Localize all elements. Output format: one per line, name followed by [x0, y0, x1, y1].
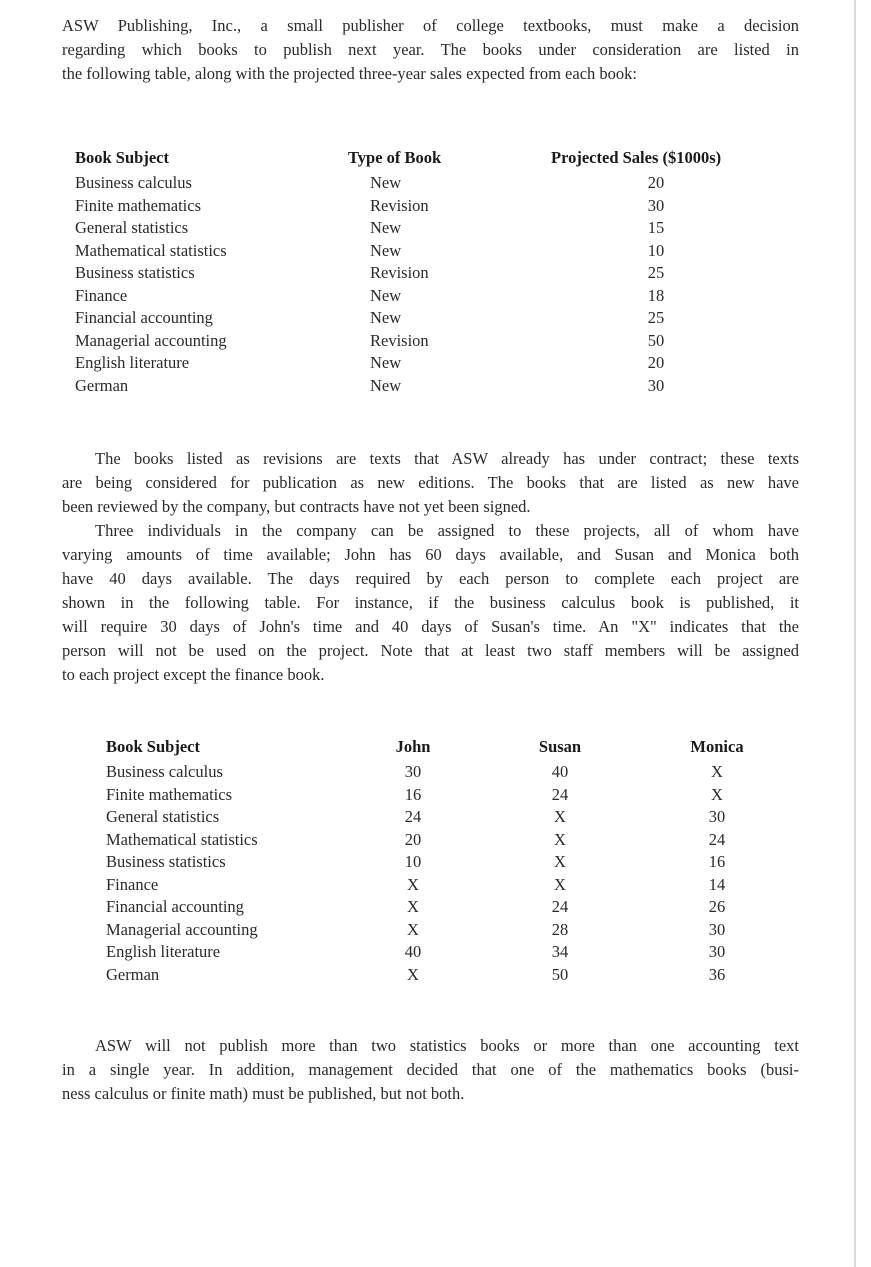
- table-cell: New: [370, 173, 402, 192]
- column-header: John: [395, 737, 431, 756]
- table-cell: 50: [647, 330, 665, 350]
- table-cell: 10: [404, 852, 422, 871]
- table-cell: German: [75, 375, 129, 395]
- table-row: [106, 761, 786, 784]
- text-line: been reviewed by the company, but contracts have not yet been signed.: [62, 497, 531, 516]
- table-row: [75, 352, 795, 375]
- table-cell: 36: [708, 964, 726, 984]
- table-cell: 30: [404, 762, 422, 781]
- text-line: have 40 days available. The days required by each person to complete each project are: [62, 569, 799, 588]
- table-row: [106, 874, 786, 897]
- table-cell: X: [554, 874, 566, 894]
- table-cell: 24: [708, 829, 726, 849]
- text-line: person will not be used on the project. Note that at least two staff members will be assigned: [62, 641, 799, 660]
- text-line: The books listed as revisions are texts that ASW already has under contract; these texts: [95, 449, 799, 468]
- table-cell: New: [370, 353, 402, 372]
- table-row: [106, 806, 786, 829]
- table-row: [75, 307, 795, 330]
- table-cell: X: [711, 784, 723, 804]
- table-row: [75, 172, 795, 195]
- text-line: will require 30 days of John's time and 40 days of Susan's time. An "X" indicates that the: [62, 617, 799, 636]
- table-cell: Business statistics: [106, 852, 226, 871]
- text-line: ASW will not publish more than two statistics books or more than one accounting text: [95, 1036, 799, 1055]
- table-row: [75, 217, 795, 240]
- table-cell: Managerial accounting: [75, 330, 227, 350]
- table-cell: Business statistics: [75, 263, 195, 282]
- text-line: in a single year. In addition, management decided that one of the mathematics books (busi-: [62, 1060, 799, 1079]
- text-line: regarding which books to publish next year. The books under consideration are listed in: [62, 40, 799, 59]
- table-cell: Finance: [75, 285, 128, 305]
- table-cell: X: [554, 807, 566, 826]
- table-cell: 28: [551, 919, 569, 939]
- table-cell: 20: [647, 353, 665, 372]
- table-cell: English literature: [106, 942, 221, 961]
- page-edge-divider: [854, 0, 856, 1267]
- table-row: [106, 919, 786, 942]
- table-cell: New: [370, 375, 402, 395]
- table-cell: New: [370, 218, 402, 237]
- table-cell: Mathematical statistics: [75, 240, 227, 260]
- column-header: Projected Sales ($1000s): [551, 148, 722, 167]
- table-cell: Financial accounting: [106, 897, 244, 916]
- table-row: [106, 896, 786, 919]
- staff-assignment-paragraph: [62, 447, 799, 687]
- table-cell: 30: [647, 375, 665, 395]
- projected-sales-table: [75, 144, 795, 397]
- text-line: Three individuals in the company can be assigned to these projects, all of whom have: [95, 521, 799, 540]
- table-cell: 15: [647, 218, 665, 237]
- table-cell: 40: [551, 762, 569, 781]
- table-cell: 24: [551, 897, 569, 916]
- table-cell: X: [407, 874, 419, 894]
- table-cell: 18: [647, 285, 665, 305]
- text-line: varying amounts of time available; John has 60 days available, and Susan and Monica both: [62, 545, 799, 564]
- table-cell: 30: [708, 807, 726, 826]
- table-cell: 10: [647, 240, 665, 260]
- table-cell: Revision: [370, 195, 429, 215]
- text-line: ness calculus or finite math) must be published, but not both.: [62, 1084, 465, 1103]
- text-line: shown in the following table. For instance, if the business calculus book is published, it: [62, 593, 799, 612]
- table-cell: German: [106, 964, 160, 984]
- table-row: [106, 784, 786, 807]
- table-cell: 16: [708, 852, 726, 871]
- table-row: [106, 964, 786, 987]
- table-row: [106, 829, 786, 852]
- table-cell: General statistics: [75, 218, 189, 237]
- text-line: are being considered for publication as new editions. The books that are listed as new have: [62, 473, 799, 492]
- table-cell: English literature: [75, 353, 190, 372]
- table-cell: 14: [708, 874, 726, 894]
- table-row: [75, 330, 795, 353]
- days-required-table: [106, 733, 786, 986]
- table-row: [75, 262, 795, 285]
- column-header: Monica: [690, 737, 744, 756]
- table-cell: 20: [647, 173, 665, 192]
- table-header: [106, 733, 786, 761]
- table-cell: 24: [404, 807, 422, 826]
- text-line: ASW Publishing, Inc., a small publisher of college textbooks, must make a decision: [62, 16, 799, 35]
- table-cell: 26: [708, 897, 726, 916]
- constraints-paragraph: [62, 1034, 799, 1106]
- table-cell: 25: [647, 308, 665, 327]
- table-cell: New: [370, 240, 402, 260]
- table-cell: Revision: [370, 263, 429, 282]
- table-cell: X: [407, 897, 419, 916]
- table-cell: 24: [551, 784, 569, 804]
- table-cell: 16: [404, 784, 422, 804]
- table-cell: 34: [551, 942, 569, 961]
- table-cell: Revision: [370, 330, 429, 350]
- table-cell: Finite mathematics: [75, 195, 202, 215]
- table-cell: New: [370, 285, 402, 305]
- table-cell: X: [711, 762, 723, 781]
- table-cell: Business calculus: [106, 762, 223, 781]
- column-header: Susan: [538, 737, 582, 756]
- table-header: [75, 144, 795, 172]
- table-cell: Mathematical statistics: [106, 829, 258, 849]
- table-cell: New: [370, 308, 402, 327]
- table-cell: Financial accounting: [75, 308, 213, 327]
- text-line: the following table, along with the projected three-year sales expected from each book:: [62, 64, 637, 83]
- text-line: to each project except the finance book.: [62, 665, 325, 684]
- table-cell: Business calculus: [75, 173, 192, 192]
- table-cell: 30: [708, 919, 726, 939]
- table-cell: 40: [404, 942, 422, 961]
- table-row: [75, 285, 795, 308]
- table-cell: X: [554, 852, 566, 871]
- intro-paragraph: [62, 14, 799, 86]
- column-header: Book Subject: [106, 737, 200, 756]
- table-row: [75, 195, 795, 218]
- table-cell: 25: [647, 263, 665, 282]
- table-cell: 30: [647, 195, 665, 215]
- table-row: [106, 941, 786, 964]
- table-cell: Finance: [106, 874, 159, 894]
- table-cell: 30: [708, 942, 726, 961]
- table-cell: Finite mathematics: [106, 784, 233, 804]
- column-header: Type of Book: [348, 148, 442, 167]
- table-cell: 50: [551, 964, 569, 984]
- table-cell: X: [407, 964, 419, 984]
- table-cell: Managerial accounting: [106, 919, 258, 939]
- table-row: [106, 851, 786, 874]
- table-cell: General statistics: [106, 807, 220, 826]
- column-header: Book Subject: [75, 148, 169, 167]
- table-cell: 20: [404, 829, 422, 849]
- table-cell: X: [407, 919, 419, 939]
- table-row: [75, 375, 795, 398]
- table-row: [75, 240, 795, 263]
- table-cell: X: [554, 829, 566, 849]
